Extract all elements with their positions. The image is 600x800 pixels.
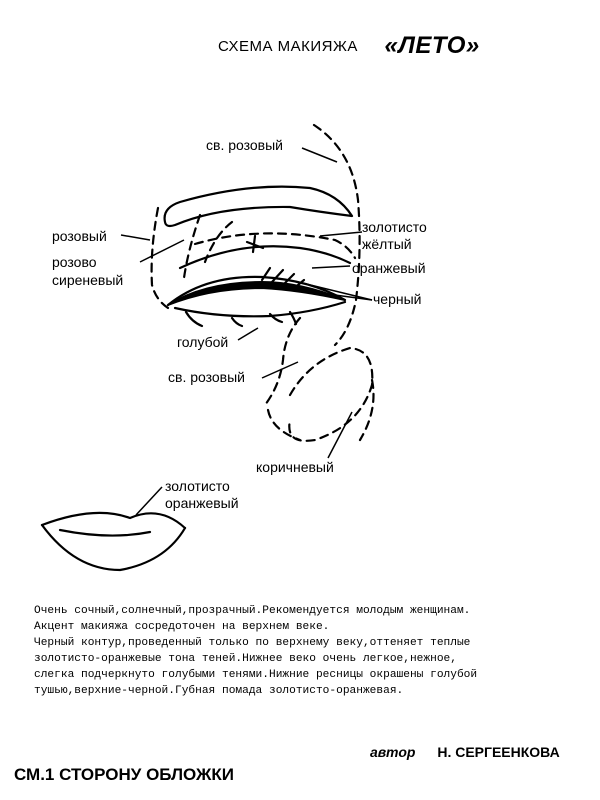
leader-light-pink-top — [302, 148, 337, 162]
leader-lips — [136, 487, 162, 515]
lips-upper — [42, 513, 185, 528]
description-line: Очень сочный,солнечный,прозрачный.Рекомендуется молодым женщинам. — [34, 605, 471, 617]
label-golden-yellow-1: золотисто — [362, 219, 427, 235]
eyelid-crease — [180, 246, 350, 268]
description-line: Акцент макияжа сосредоточен на верхнем веке. — [34, 621, 330, 633]
leader-pink — [121, 235, 150, 240]
eyebrow — [165, 187, 352, 226]
lips-center-line — [60, 530, 150, 536]
zone-lilac-outline — [184, 215, 200, 278]
description-line: тушью,верхние-черной.Губная помада золотисто-оранжевая. — [34, 685, 404, 697]
leader-brown — [328, 412, 352, 458]
label-light-pink-top: св. розовый — [206, 137, 283, 153]
zone-cheek-upper-outline — [265, 318, 300, 405]
description-text — [34, 603, 554, 699]
leader-orange — [312, 266, 350, 268]
author-prefix: автор — [370, 744, 416, 760]
label-pink-lilac-1: розово — [52, 254, 97, 270]
label-orange: оранжевый — [352, 260, 426, 276]
label-lips-1: золотисто — [165, 478, 230, 494]
label-blue: голубой — [177, 334, 229, 350]
footer-note: СМ.1 СТОРОНУ ОБЛОЖКИ — [14, 765, 234, 784]
label-brown: коричневый — [256, 459, 334, 475]
eyebrow-cross-mark-2 — [253, 236, 255, 252]
author-credit — [370, 744, 560, 760]
scheme-name: «ЛЕТО» — [384, 32, 480, 59]
description-line: слегка подчеркнуто голубыми тенями.Нижние ресницы окрашены голубой — [34, 669, 478, 681]
leader-lines — [121, 148, 372, 515]
author-name: Н. СЕРГЕЕНКОВА — [437, 744, 560, 760]
description-line: золотисто-оранжевые тона теней.Нижнее веко очень легкое,нежное, — [34, 653, 457, 665]
black-eyeliner — [168, 282, 345, 305]
label-light-pink-bottom: св. розовый — [168, 369, 245, 385]
description-line: Черный контур,проведенный только по верхнему веку,оттеняет теплые — [34, 637, 471, 649]
zone-cheek-lower-outline — [268, 410, 300, 440]
title-text: СХЕМА МАКИЯЖА — [218, 38, 358, 55]
label-lips-2: оранжевый — [165, 495, 239, 511]
label-golden-yellow-2: жёлтый — [362, 236, 412, 252]
label-pink-lilac-2: сиреневый — [52, 272, 124, 288]
lower-eyelid — [175, 302, 345, 316]
zone-cheek-oval-outline — [289, 348, 372, 441]
label-black: черный — [373, 291, 422, 307]
leader-blue — [238, 328, 258, 340]
leader-golden-yellow — [320, 232, 362, 236]
leader-pink-lilac — [140, 240, 184, 262]
label-pink: розовый — [52, 228, 107, 244]
